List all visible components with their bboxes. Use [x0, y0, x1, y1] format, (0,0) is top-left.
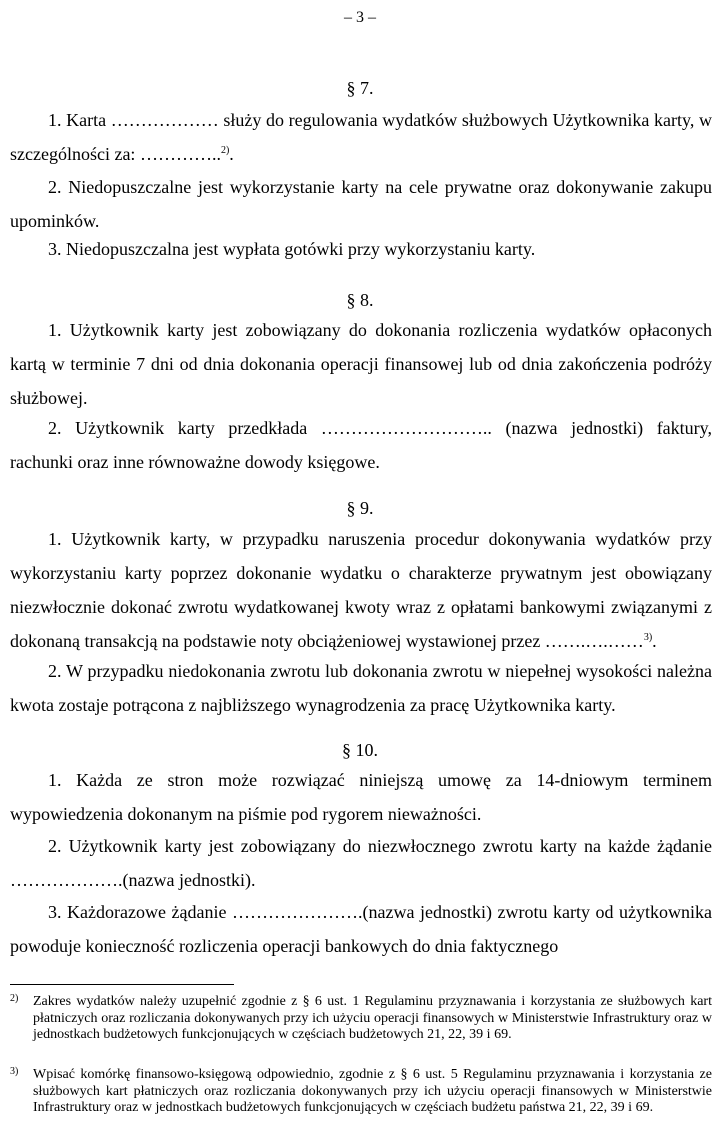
footnote-text: Wpisać komórkę finansowo-księgową odpowiednio, zgodnie z § 6 ust. 5 Regulaminu przyznawania i korzystania ze służbowych kart płatniczych oraz rozliczania dokonywanych przy ich użyciu operacji finansowych w Ministerstwie Infrastruktury oraz w jednostkach budżetowych funkcjonujących w częściach budżetu państwa 21, 22, 39 i 69. [33, 1067, 712, 1115]
footnote-ref: 3) [643, 632, 653, 643]
section-7-heading: § 7. [346, 78, 374, 98]
section-10-heading: § 10. [342, 740, 378, 760]
footnote-mark: 3) [10, 1066, 19, 1077]
section-9-heading: § 9. [346, 498, 374, 518]
section-10-paragraph-3: 3. Każdorazowe żądanie ………………….(nazwa jednostki) zwrotu karty od użytkownika powoduje konieczność rozliczenia operacji bankowych do dnia faktycznego [10, 902, 712, 956]
section-10-paragraph-1: 1. Każda ze stron może rozwiązać niniejszą umowę za 14-dniowym terminem wypowiedzenia dokonanym na piśmie pod rygorem nieważności. [10, 770, 712, 824]
paragraph-text: 1. Karta ……………… służy do regulowania wydatków służbowych Użytkownika karty, w szczególności za: ………….. [10, 110, 712, 164]
section-9-paragraph-2: 2. W przypadku niedokonania zwrotu lub dokonania zwrotu w niepełnej wysokości należna kwota zostaje potrącona z najbliższego wynagrodzenia za pracę Użytkownika karty. [10, 661, 712, 715]
paragraph-tail: . [229, 144, 234, 164]
paragraph-tail: . [652, 631, 657, 651]
footnote-2 [10, 994, 712, 1044]
footnote-mark: 2) [10, 993, 19, 1004]
section-9-paragraph-1 [10, 522, 712, 658]
section-7-paragraph-2: 2. Niedopuszczalne jest wykorzystanie karty na cele prywatne oraz dokonywanie zakupu upominków. [10, 177, 712, 231]
section-10-paragraph-2: 2. Użytkownik karty jest zobowiązany do niezwłocznego zwrotu karty na każde żądanie ……………….(nazwa jednostki). [10, 836, 712, 890]
paragraph-text: 1. Użytkownik karty, w przypadku naruszenia procedur dokonywania wydatków przy wykorzystaniu karty poprzez dokonanie wydatku o charakterze prywatnym jest obowiązany niezwłocznie dokonać zwrotu wydatkowanej kwoty wraz z opłatami bankowymi związanymi z dokonaną transakcją na podstawie noty obciążeniowej wystawionej przez …….….…… [10, 529, 712, 651]
section-8-paragraph-1: 1. Użytkownik karty jest zobowiązany do dokonania rozliczenia wydatków opłaconych kartą w terminie 7 dni od dnia dokonania operacji finansowej lub od dnia zakończenia podróży służbowej. [10, 320, 712, 408]
footnote-3 [10, 1067, 712, 1117]
section-7-paragraph-1 [10, 103, 712, 171]
section-8-paragraph-2: 2. Użytkownik karty przedkłada ……………………….. (nazwa jednostki) faktury, rachunki oraz inne równoważne dowody księgowe. [10, 418, 712, 472]
page-number: – 3 – [344, 9, 376, 26]
section-8-heading: § 8. [346, 290, 374, 310]
section-7-paragraph-3: 3. Niedopuszczalna jest wypłata gotówki przy wykorzystaniu karty. [48, 239, 536, 259]
footnote-text: Zakres wydatków należy uzupełnić zgodnie z § 6 ust. 1 Regulaminu przyznawania i korzystania ze służbowych kart płatniczych oraz rozliczania dokonywanych przy ich użyciu operacji finansowych w Ministerstwie Infrastruktury oraz w jednostkach budżetowych funkcjonujących w częściach budżetowych 21, 22, 39 i 69. [33, 994, 712, 1042]
footnote-ref: 2) [220, 145, 230, 156]
footnote-separator [10, 984, 234, 985]
